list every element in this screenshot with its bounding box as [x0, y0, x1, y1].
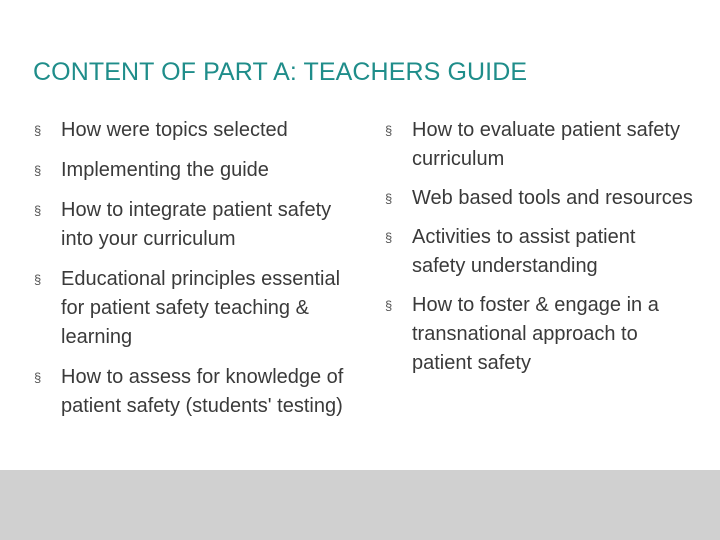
bullet-item [33, 363, 363, 421]
bullet-item [384, 291, 694, 378]
bullet-icon: § [385, 230, 393, 245]
bullet-text: How to integrate patient safety into your curriculum [61, 199, 332, 250]
bullet-icon: § [34, 163, 42, 178]
bullet-text: How to evaluate patient safety curriculum [412, 119, 680, 170]
bullet-text: Implementing the guide [61, 159, 269, 181]
bullet-text: How were topics selected [61, 119, 288, 141]
bullet-icon: § [34, 203, 42, 218]
bullet-item [384, 223, 694, 281]
bullet-text: Activities to assist patient safety understanding [412, 226, 636, 277]
bullet-icon: § [34, 272, 42, 287]
bullet-icon: § [34, 123, 42, 138]
footer-band [0, 470, 720, 540]
right-bullet-list [384, 116, 694, 388]
bullet-text: How to foster & engage in a transnational approach to patient safety [412, 294, 659, 374]
bullet-item [384, 184, 694, 213]
left-bullet-list [33, 116, 363, 432]
slide-title: CONTENT OF PART A: TEACHERS GUIDE [33, 57, 528, 86]
bullet-item [384, 116, 694, 174]
bullet-text: Web based tools and resources [412, 187, 693, 209]
bullet-item [33, 156, 363, 185]
bullet-item [33, 196, 363, 254]
bullet-icon: § [34, 370, 42, 385]
bullet-text: Educational principles essential for patient safety teaching & learning [61, 268, 341, 348]
bullet-item [33, 265, 363, 352]
bullet-icon: § [385, 298, 393, 313]
bullet-text: How to assess for knowledge of patient safety (students' testing) [61, 366, 344, 417]
bullet-icon: § [385, 191, 393, 206]
bullet-icon: § [385, 123, 393, 138]
bullet-item [33, 116, 363, 145]
